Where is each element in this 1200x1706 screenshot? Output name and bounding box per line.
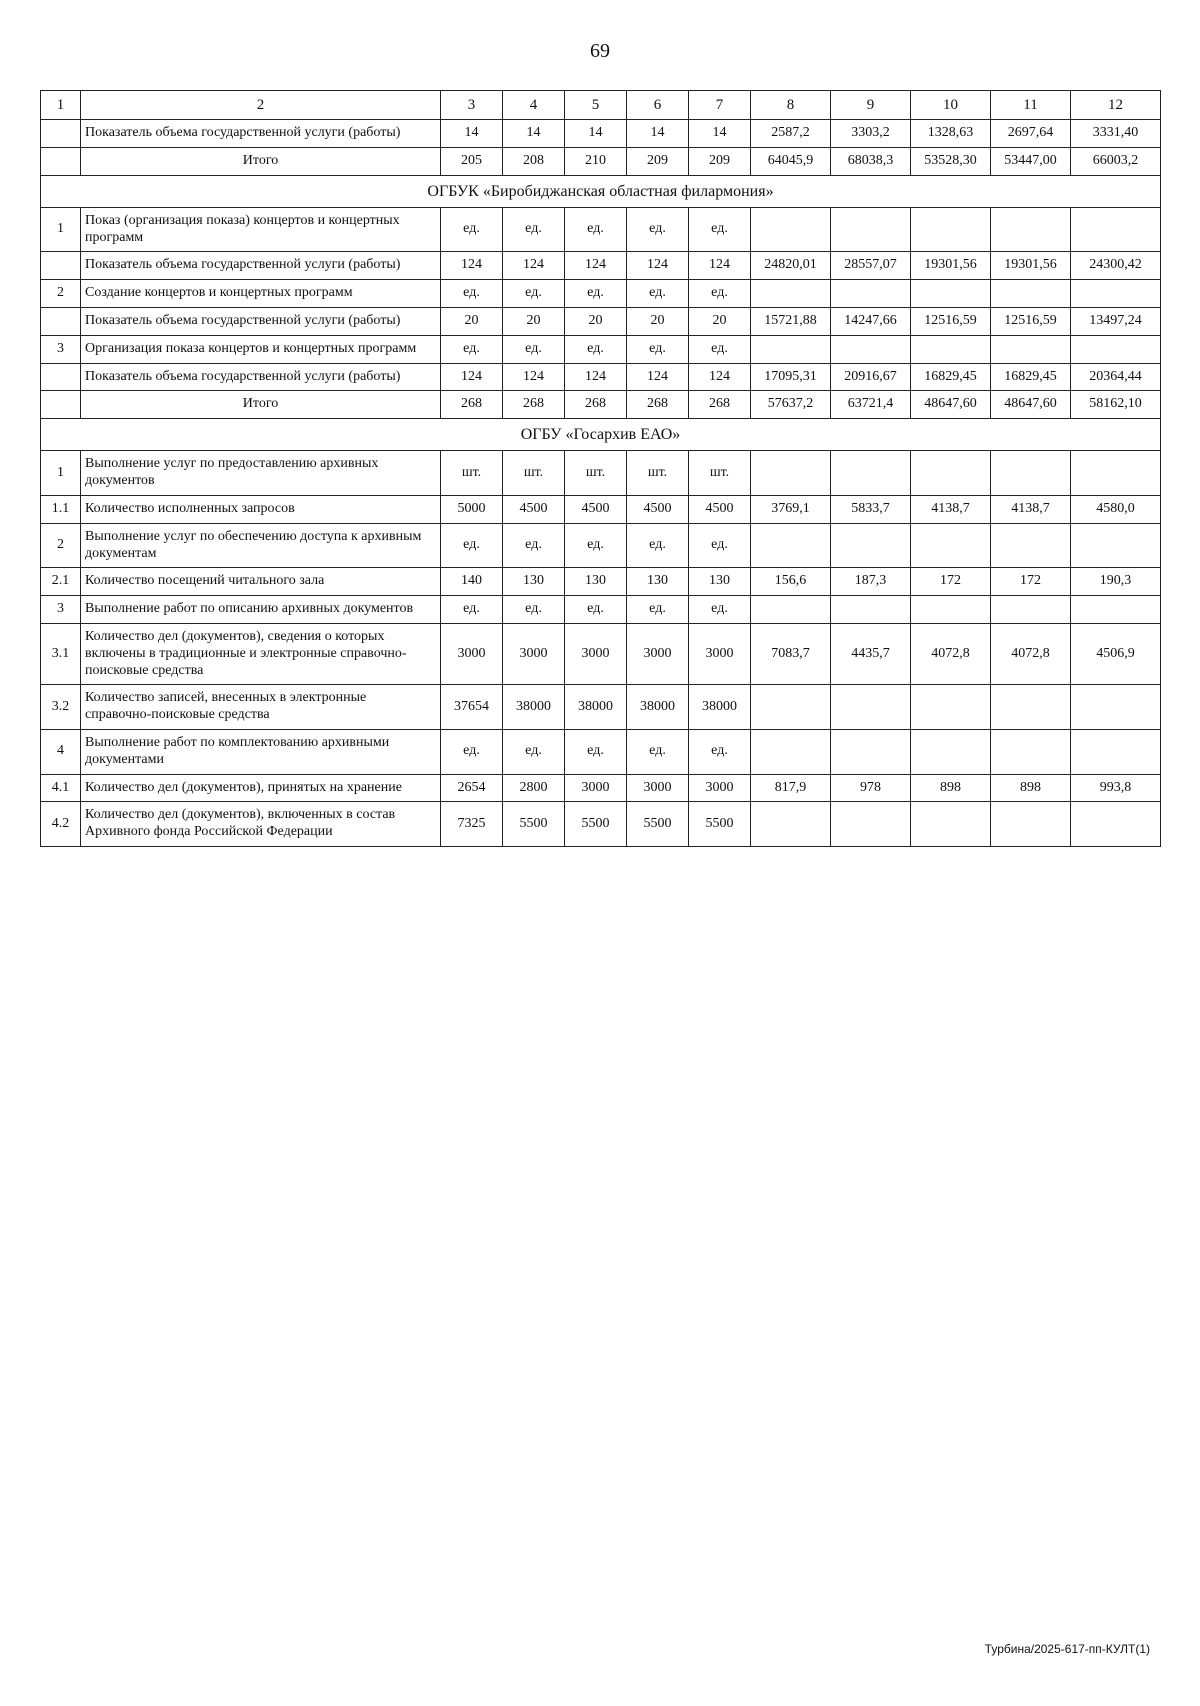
table-row	[41, 335, 1161, 363]
value-cell: 20	[565, 307, 627, 335]
value-cell	[1071, 802, 1161, 847]
value-cell: 20	[689, 307, 751, 335]
value-cell: 1328,63	[911, 120, 991, 148]
value-cell: 2800	[503, 774, 565, 802]
header-cell: 11	[991, 91, 1071, 120]
value-cell: 124	[503, 363, 565, 391]
row-number-cell	[41, 391, 81, 419]
value-cell	[991, 335, 1071, 363]
table-row	[41, 207, 1161, 252]
row-number-cell: 3	[41, 335, 81, 363]
value-cell: 268	[689, 391, 751, 419]
value-cell	[831, 207, 911, 252]
value-cell	[1071, 596, 1161, 624]
value-cell: 208	[503, 147, 565, 175]
value-cell: ед.	[503, 596, 565, 624]
value-cell: 124	[503, 252, 565, 280]
value-cell: 58162,10	[1071, 391, 1161, 419]
value-cell: ед.	[689, 596, 751, 624]
value-cell	[831, 596, 911, 624]
value-cell: 124	[441, 252, 503, 280]
header-cell: 5	[565, 91, 627, 120]
value-cell: 268	[441, 391, 503, 419]
row-number-cell: 3	[41, 596, 81, 624]
value-cell: 5500	[689, 802, 751, 847]
value-cell: ед.	[565, 729, 627, 774]
row-number-cell	[41, 120, 81, 148]
row-label-cell: Итого	[81, 391, 441, 419]
value-cell	[831, 685, 911, 730]
row-label-cell: Показатель объема государственной услуги (работы)	[81, 252, 441, 280]
value-cell	[751, 207, 831, 252]
value-cell: 20	[503, 307, 565, 335]
value-cell: 4435,7	[831, 623, 911, 684]
budget-table	[40, 90, 1161, 847]
value-cell: 4500	[565, 495, 627, 523]
value-cell: 63721,4	[831, 391, 911, 419]
value-cell: шт.	[441, 451, 503, 496]
value-cell: 24820,01	[751, 252, 831, 280]
value-cell: 4072,8	[911, 623, 991, 684]
section-header-row	[41, 175, 1161, 207]
value-cell: ед.	[565, 207, 627, 252]
value-cell: 20916,67	[831, 363, 911, 391]
value-cell: 5500	[565, 802, 627, 847]
value-cell: 2654	[441, 774, 503, 802]
value-cell	[831, 802, 911, 847]
value-cell: 3000	[689, 623, 751, 684]
section-header-row	[41, 419, 1161, 451]
value-cell: 3000	[627, 623, 689, 684]
value-cell: 4500	[503, 495, 565, 523]
value-cell: 4500	[627, 495, 689, 523]
row-number-cell: 4	[41, 729, 81, 774]
value-cell: 38000	[627, 685, 689, 730]
value-cell: 48647,60	[911, 391, 991, 419]
value-cell: ед.	[441, 207, 503, 252]
value-cell: 898	[911, 774, 991, 802]
row-label-cell: Показ (организация показа) концертов и концертных программ	[81, 207, 441, 252]
value-cell: ед.	[627, 729, 689, 774]
value-cell: 124	[627, 252, 689, 280]
row-label-cell: Количество записей, внесенных в электронные справочно-поисковые средства	[81, 685, 441, 730]
header-cell: 6	[627, 91, 689, 120]
value-cell: ед.	[503, 335, 565, 363]
value-cell: 38000	[689, 685, 751, 730]
value-cell: 130	[565, 568, 627, 596]
header-cell: 8	[751, 91, 831, 120]
value-cell: 15721,88	[751, 307, 831, 335]
value-cell: 190,3	[1071, 568, 1161, 596]
row-label-cell: Количество дел (документов), принятых на хранение	[81, 774, 441, 802]
value-cell	[1071, 280, 1161, 308]
value-cell	[991, 596, 1071, 624]
row-label-cell: Количество исполненных запросов	[81, 495, 441, 523]
value-cell	[911, 451, 991, 496]
value-cell: ед.	[503, 729, 565, 774]
value-cell: 14	[441, 120, 503, 148]
value-cell: 20364,44	[1071, 363, 1161, 391]
row-label-cell: Показатель объема государственной услуги (работы)	[81, 307, 441, 335]
header-cell: 12	[1071, 91, 1161, 120]
value-cell: 124	[565, 252, 627, 280]
row-number-cell	[41, 252, 81, 280]
row-label-cell: Выполнение услуг по обеспечению доступа к архивным документам	[81, 523, 441, 568]
value-cell	[751, 802, 831, 847]
value-cell: 3000	[689, 774, 751, 802]
value-cell: ед.	[627, 207, 689, 252]
header-cell: 4	[503, 91, 565, 120]
value-cell: 53528,30	[911, 147, 991, 175]
value-cell	[1071, 523, 1161, 568]
value-cell	[751, 451, 831, 496]
value-cell	[751, 523, 831, 568]
value-cell: 66003,2	[1071, 147, 1161, 175]
value-cell: 28557,07	[831, 252, 911, 280]
value-cell: 130	[689, 568, 751, 596]
table-body	[41, 120, 1161, 847]
value-cell: ед.	[441, 280, 503, 308]
header-cell: 2	[81, 91, 441, 120]
table-row	[41, 685, 1161, 730]
value-cell	[911, 280, 991, 308]
value-cell: 124	[689, 252, 751, 280]
value-cell	[991, 207, 1071, 252]
value-cell: 130	[627, 568, 689, 596]
row-label-cell: Показатель объема государственной услуги (работы)	[81, 363, 441, 391]
row-number-cell: 1	[41, 207, 81, 252]
header-cell: 1	[41, 91, 81, 120]
value-cell	[1071, 729, 1161, 774]
row-number-cell: 3.1	[41, 623, 81, 684]
table-header-row	[41, 91, 1161, 120]
value-cell: 14	[503, 120, 565, 148]
value-cell: шт.	[627, 451, 689, 496]
value-cell: ед.	[689, 523, 751, 568]
value-cell	[831, 523, 911, 568]
row-label-cell: Выполнение работ по комплектованию архивными документами	[81, 729, 441, 774]
value-cell	[751, 685, 831, 730]
table-row	[41, 802, 1161, 847]
table-row	[41, 363, 1161, 391]
value-cell: 4138,7	[991, 495, 1071, 523]
value-cell: 5500	[627, 802, 689, 847]
page-number: 69	[590, 40, 610, 62]
value-cell: 3000	[565, 774, 627, 802]
row-number-cell: 4.2	[41, 802, 81, 847]
value-cell: 13497,24	[1071, 307, 1161, 335]
value-cell: ед.	[627, 523, 689, 568]
row-label-cell: Количество дел (документов), сведения о которых включены в традиционные и электронные справочно-поисковые средства	[81, 623, 441, 684]
row-label-cell: Выполнение услуг по предоставлению архивных документов	[81, 451, 441, 496]
row-label-cell: Количество посещений читального зала	[81, 568, 441, 596]
table-row	[41, 495, 1161, 523]
section-title: ОГБУК «Биробиджанская областная филармония»	[41, 175, 1161, 207]
row-number-cell	[41, 363, 81, 391]
table-row	[41, 280, 1161, 308]
value-cell	[911, 685, 991, 730]
value-cell: 817,9	[751, 774, 831, 802]
value-cell: 24300,42	[1071, 252, 1161, 280]
value-cell: 209	[689, 147, 751, 175]
value-cell	[991, 280, 1071, 308]
value-cell: ед.	[441, 523, 503, 568]
value-cell: 978	[831, 774, 911, 802]
value-cell	[831, 451, 911, 496]
value-cell	[1071, 207, 1161, 252]
value-cell	[1071, 451, 1161, 496]
value-cell: 3000	[503, 623, 565, 684]
row-number-cell: 3.2	[41, 685, 81, 730]
table-row	[41, 523, 1161, 568]
value-cell: ед.	[565, 280, 627, 308]
value-cell	[911, 523, 991, 568]
row-label-cell: Показатель объема государственной услуги (работы)	[81, 120, 441, 148]
value-cell: 172	[991, 568, 1071, 596]
value-cell: 5000	[441, 495, 503, 523]
row-label-cell: Создание концертов и концертных программ	[81, 280, 441, 308]
value-cell: ед.	[503, 523, 565, 568]
value-cell: 2697,64	[991, 120, 1071, 148]
header-cell: 7	[689, 91, 751, 120]
value-cell: ед.	[627, 280, 689, 308]
value-cell: 14	[627, 120, 689, 148]
table-row	[41, 252, 1161, 280]
value-cell: 124	[689, 363, 751, 391]
value-cell: 16829,45	[911, 363, 991, 391]
value-cell: 3000	[627, 774, 689, 802]
value-cell: 124	[627, 363, 689, 391]
value-cell: ед.	[565, 335, 627, 363]
value-cell: 14	[689, 120, 751, 148]
table-row	[41, 568, 1161, 596]
value-cell: шт.	[689, 451, 751, 496]
value-cell	[1071, 335, 1161, 363]
value-cell: 14247,66	[831, 307, 911, 335]
value-cell: 124	[441, 363, 503, 391]
row-label-cell: Итого	[81, 147, 441, 175]
budget-table-container	[40, 90, 1160, 847]
row-number-cell: 1.1	[41, 495, 81, 523]
row-label-cell: Выполнение работ по описанию архивных документов	[81, 596, 441, 624]
value-cell: 3331,40	[1071, 120, 1161, 148]
value-cell: 156,6	[751, 568, 831, 596]
table-row	[41, 596, 1161, 624]
value-cell: ед.	[627, 335, 689, 363]
table-row	[41, 729, 1161, 774]
value-cell	[911, 729, 991, 774]
value-cell: ед.	[565, 523, 627, 568]
value-cell: 20	[441, 307, 503, 335]
table-row	[41, 120, 1161, 148]
value-cell: 53447,00	[991, 147, 1071, 175]
value-cell: 187,3	[831, 568, 911, 596]
value-cell: 140	[441, 568, 503, 596]
value-cell	[911, 802, 991, 847]
value-cell: 130	[503, 568, 565, 596]
value-cell	[991, 451, 1071, 496]
row-number-cell: 2.1	[41, 568, 81, 596]
value-cell: 7325	[441, 802, 503, 847]
row-label-cell: Организация показа концертов и концертных программ	[81, 335, 441, 363]
value-cell	[831, 335, 911, 363]
row-label-cell: Количество дел (документов), включенных в состав Архивного фонда Российской Федерации	[81, 802, 441, 847]
value-cell	[831, 280, 911, 308]
value-cell: 7083,7	[751, 623, 831, 684]
row-number-cell	[41, 307, 81, 335]
total-row	[41, 391, 1161, 419]
value-cell: ед.	[689, 280, 751, 308]
value-cell: 20	[627, 307, 689, 335]
value-cell: 898	[991, 774, 1071, 802]
value-cell: 172	[911, 568, 991, 596]
value-cell: 268	[503, 391, 565, 419]
value-cell	[751, 335, 831, 363]
value-cell: ед.	[689, 729, 751, 774]
value-cell: 19301,56	[991, 252, 1071, 280]
value-cell: 3000	[565, 623, 627, 684]
total-row	[41, 147, 1161, 175]
value-cell: 993,8	[1071, 774, 1161, 802]
value-cell	[911, 207, 991, 252]
value-cell: ед.	[689, 335, 751, 363]
value-cell: 4580,0	[1071, 495, 1161, 523]
value-cell: 38000	[565, 685, 627, 730]
value-cell: 68038,3	[831, 147, 911, 175]
value-cell: ед.	[689, 207, 751, 252]
row-number-cell	[41, 147, 81, 175]
value-cell	[911, 335, 991, 363]
row-number-cell: 2	[41, 523, 81, 568]
value-cell: 210	[565, 147, 627, 175]
header-cell: 3	[441, 91, 503, 120]
value-cell: 19301,56	[911, 252, 991, 280]
value-cell: ед.	[441, 729, 503, 774]
value-cell: 48647,60	[991, 391, 1071, 419]
value-cell: 205	[441, 147, 503, 175]
value-cell: 209	[627, 147, 689, 175]
value-cell: 4072,8	[991, 623, 1071, 684]
value-cell: 4500	[689, 495, 751, 523]
value-cell	[991, 802, 1071, 847]
value-cell: 2587,2	[751, 120, 831, 148]
value-cell: 4138,7	[911, 495, 991, 523]
header-cell: 9	[831, 91, 911, 120]
header-cell: 10	[911, 91, 991, 120]
value-cell: 3769,1	[751, 495, 831, 523]
value-cell: 124	[565, 363, 627, 391]
row-number-cell: 1	[41, 451, 81, 496]
value-cell: 3000	[441, 623, 503, 684]
document-code: Турбина/2025-617-пп-КУЛТ(1)	[984, 1642, 1150, 1656]
value-cell	[751, 729, 831, 774]
value-cell: ед.	[627, 596, 689, 624]
value-cell: 57637,2	[751, 391, 831, 419]
value-cell	[991, 685, 1071, 730]
value-cell: шт.	[565, 451, 627, 496]
value-cell	[991, 523, 1071, 568]
value-cell: 37654	[441, 685, 503, 730]
value-cell: 268	[565, 391, 627, 419]
value-cell	[751, 596, 831, 624]
table-row	[41, 623, 1161, 684]
row-number-cell: 2	[41, 280, 81, 308]
value-cell	[991, 729, 1071, 774]
value-cell: 17095,31	[751, 363, 831, 391]
value-cell	[751, 280, 831, 308]
value-cell: 38000	[503, 685, 565, 730]
table-row	[41, 451, 1161, 496]
value-cell: ед.	[503, 207, 565, 252]
value-cell: ед.	[565, 596, 627, 624]
section-title: ОГБУ «Госархив ЕАО»	[41, 419, 1161, 451]
value-cell: ед.	[441, 335, 503, 363]
value-cell: шт.	[503, 451, 565, 496]
value-cell	[1071, 685, 1161, 730]
value-cell	[831, 729, 911, 774]
value-cell: 4506,9	[1071, 623, 1161, 684]
value-cell: 16829,45	[991, 363, 1071, 391]
value-cell: 268	[627, 391, 689, 419]
value-cell	[911, 596, 991, 624]
value-cell: 64045,9	[751, 147, 831, 175]
value-cell: 3303,2	[831, 120, 911, 148]
value-cell: 12516,59	[991, 307, 1071, 335]
row-number-cell: 4.1	[41, 774, 81, 802]
value-cell: ед.	[441, 596, 503, 624]
value-cell: 12516,59	[911, 307, 991, 335]
value-cell: 5500	[503, 802, 565, 847]
table-row	[41, 774, 1161, 802]
value-cell: ед.	[503, 280, 565, 308]
table-row	[41, 307, 1161, 335]
value-cell: 14	[565, 120, 627, 148]
value-cell: 5833,7	[831, 495, 911, 523]
